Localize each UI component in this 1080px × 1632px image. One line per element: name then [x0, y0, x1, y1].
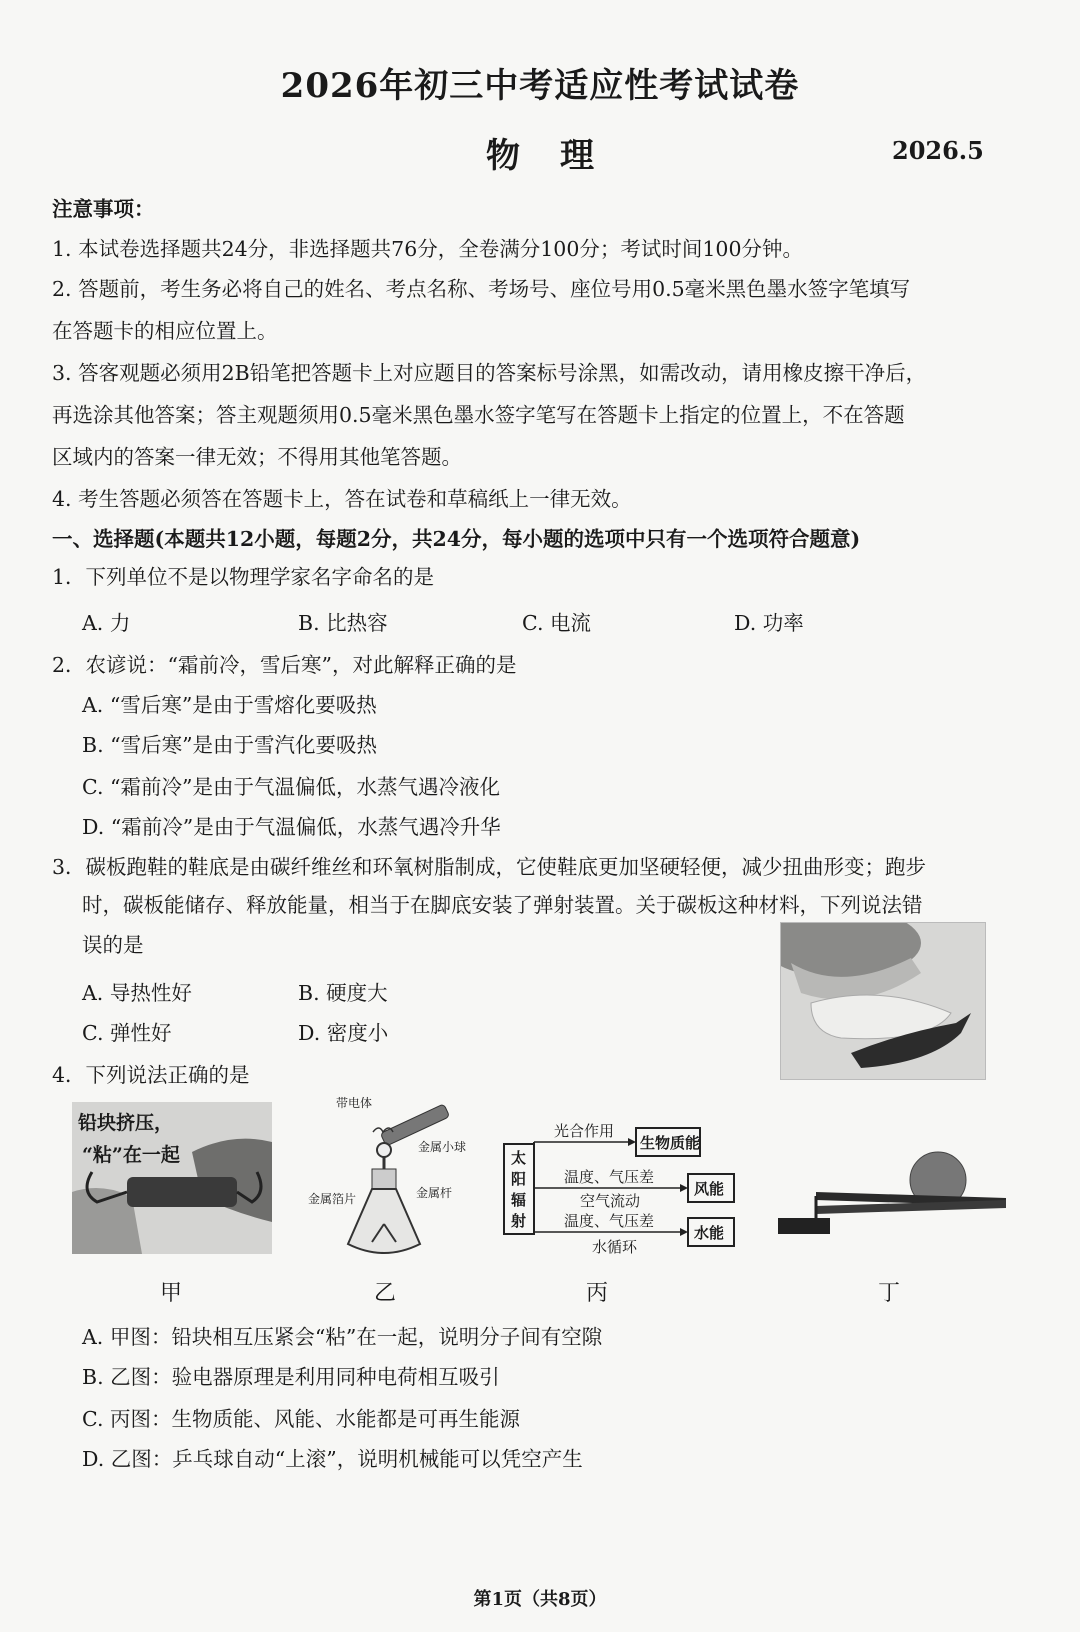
q2-option-c: C. “霜前冷”是由于气温偏低，水蒸气遇冷液化 [82, 775, 500, 799]
label-charged-body: 带电体 [336, 1096, 373, 1110]
q3-option-a: A. 导热性好 [82, 981, 192, 1005]
carbon-shoe-photo [780, 922, 986, 1080]
bing-result-3: 水能 [694, 1224, 725, 1242]
figure-bing-energy-diagram [500, 1110, 750, 1260]
q2-option-d: D. “霜前冷”是由于气温偏低，水蒸气遇冷升华 [82, 815, 501, 839]
exam-title: 2026年初三中考适应性考试试卷 [280, 66, 800, 106]
q4-option-d: D. 乙图：乒乓球自动“上滚”，说明机械能可以凭空产生 [82, 1447, 583, 1471]
q4-option-a: A. 甲图：铅块相互压紧会“粘”在一起，说明分子间有空隙 [82, 1325, 603, 1349]
notes-heading: 注意事项： [52, 197, 155, 221]
q3-option-c: C. 弹性好 [82, 1021, 172, 1045]
figure-ding-rolling-ball [776, 1140, 1010, 1246]
note-line-2: 2. 答题前，考生务必将自己的姓名、考点名称、考场号、座位号用0.5毫米黑色墨水签字笔填写 [52, 277, 911, 301]
bing-process-3a: 温度、气压差 [564, 1212, 655, 1230]
q4-option-c: C. 丙图：生物质能、风能、水能都是可再生能源 [82, 1407, 520, 1431]
figure-jia-caption-2: “粘”在一起 [82, 1144, 180, 1166]
q1-option-d: D. 功率 [734, 611, 804, 635]
q3-stem-line-3: 误的是 [82, 933, 144, 957]
page-footer: 第1页（共8页） [473, 1589, 607, 1610]
bing-process-1: 光合作用 [554, 1122, 615, 1140]
q2-option-a: A. “雪后寒”是由于雪熔化要吸热 [82, 693, 377, 717]
q1-stem: 1．下列单位不是以物理学家名字命名的是 [52, 565, 435, 589]
bing-process-2b: 空气流动 [580, 1192, 641, 1210]
bing-result-2: 风能 [694, 1180, 725, 1198]
q3-stem-line-2: 时，碳板能储存、释放能量，相当于在脚底安装了弹射装置。关于碳板这种材料，下列说法错 [82, 893, 923, 917]
bing-process-2a: 温度、气压差 [564, 1168, 655, 1186]
q3-option-b: B. 硬度大 [298, 981, 388, 1005]
bing-process-3b: 水循环 [592, 1238, 638, 1256]
bing-source: 太阳辐射 [511, 1149, 527, 1230]
subject-title: 物理 [486, 136, 634, 176]
q3-option-d: D. 密度小 [298, 1021, 389, 1045]
note-line-5: 再选涂其他答案；答主观题须用0.5毫米黑色墨水签字笔写在答题卡上指定的位置上，不在答题 [52, 403, 905, 427]
q2-option-b: B. “雪后寒”是由于雪汽化要吸热 [82, 733, 378, 757]
exam-date: 2026.5 [892, 136, 984, 165]
note-line-6: 区域内的答案一律无效；不得用其他笔答题。 [52, 445, 462, 469]
q1-option-a: A. 力 [82, 611, 131, 635]
figure-jia-caption-1: 铅块挤压， [78, 1112, 174, 1134]
label-metal-rod: 金属杆 [416, 1186, 453, 1200]
q1-option-c: C. 电流 [522, 611, 591, 635]
figure-jia-lead-blocks [72, 1102, 272, 1254]
caption-ding: 丁 [878, 1281, 901, 1306]
caption-bing: 丙 [586, 1281, 609, 1306]
figure-yi-electroscope [298, 1094, 484, 1264]
q4-option-b: B. 乙图：验电器原理是利用同种电荷相互吸引 [82, 1365, 500, 1389]
q2-stem: 2．农谚说：“霜前冷，雪后寒”，对此解释正确的是 [52, 653, 517, 677]
caption-yi: 乙 [374, 1281, 397, 1306]
note-line-3: 在答题卡的相应位置上。 [52, 319, 278, 343]
q1-option-b: B. 比热容 [298, 611, 388, 635]
note-line-4: 3. 答客观题必须用2B铅笔把答题卡上对应题目的答案标号涂黑，如需改动，请用橡皮擦干净后， [52, 361, 927, 385]
label-metal-ball: 金属小球 [418, 1140, 467, 1154]
q3-stem-line-1: 3．碳板跑鞋的鞋底是由碳纤维丝和环氧树脂制成，它使鞋底更加坚硬轻便，减少扭曲形变；跑步 [52, 855, 927, 879]
caption-jia: 甲 [160, 1281, 183, 1306]
bing-result-1: 生物质能 [640, 1134, 701, 1152]
note-line-1: 1. 本试卷选择题共24分，非选择题共76分，全卷满分100分；考试时间100分钟。 [52, 237, 804, 261]
note-line-7: 4. 考生答题必须答在答题卡上，答在试卷和草稿纸上一律无效。 [52, 487, 632, 511]
label-metal-foil: 金属箔片 [308, 1192, 357, 1206]
section-heading: 一、选择题(本题共12小题，每题2分，共24分，每小题的选项中只有一个选项符合题意) [52, 527, 861, 551]
q4-stem: 4．下列说法正确的是 [52, 1063, 250, 1087]
